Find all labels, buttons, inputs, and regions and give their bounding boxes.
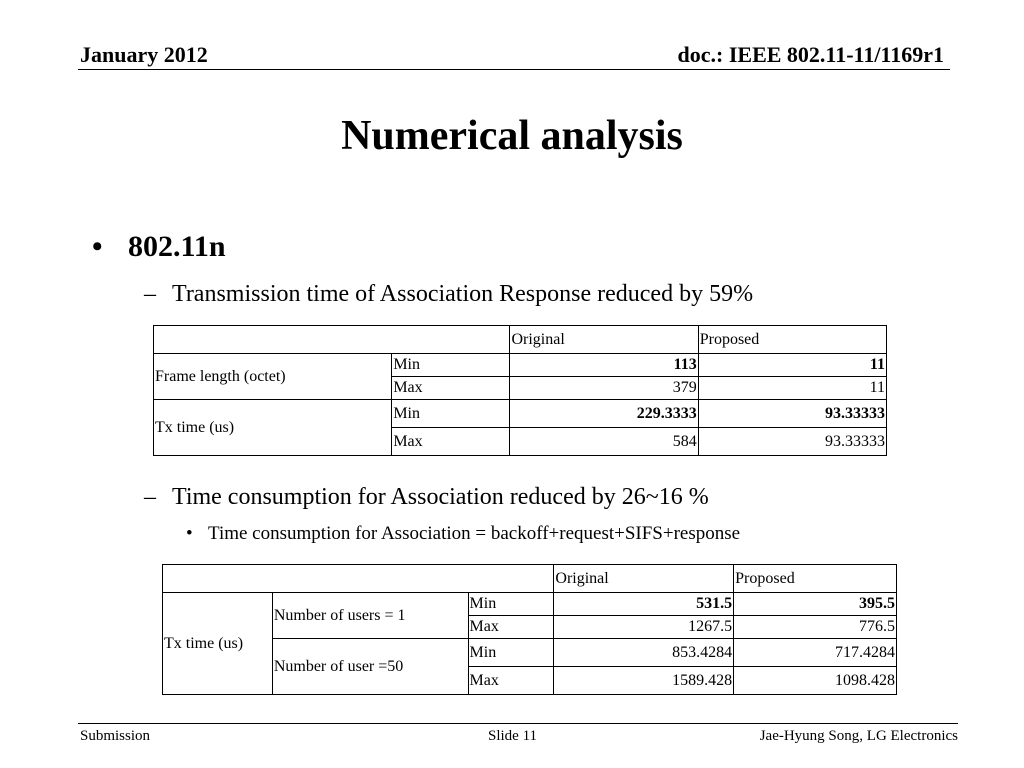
cell-original: 379 bbox=[510, 377, 698, 400]
row-subgroup-label: Number of users = 1 bbox=[272, 593, 468, 639]
sub-bullet-time-consumption bbox=[144, 484, 709, 511]
header-empty-cell bbox=[154, 326, 510, 354]
row-label: Max bbox=[392, 428, 510, 456]
row-group-label: Frame length (octet) bbox=[154, 354, 392, 400]
dash-marker: – bbox=[144, 281, 156, 307]
slide-title: Numerical analysis bbox=[341, 113, 683, 159]
sub-bullet-transmission-time bbox=[144, 281, 753, 308]
tx-time-users-table bbox=[162, 564, 897, 695]
cell-proposed: 1098.428 bbox=[734, 667, 897, 695]
footer-rule bbox=[78, 723, 958, 724]
header-rule bbox=[78, 69, 950, 70]
formula-text: Time consumption for Association = backoff+request+SIFS+response bbox=[208, 523, 741, 544]
row-label: Max bbox=[468, 616, 554, 639]
bullet-marker: • bbox=[92, 230, 103, 263]
sub-bullet-text: Time consumption for Association reduced by 26~16 % bbox=[172, 484, 709, 510]
sub-sub-bullet-formula bbox=[186, 523, 740, 545]
cell-original: 853.4284 bbox=[554, 639, 734, 667]
row-subgroup-label: Number of user =50 bbox=[272, 639, 468, 695]
table-row bbox=[154, 400, 887, 428]
footer-submission: Submission bbox=[80, 728, 151, 744]
row-label: Max bbox=[468, 667, 554, 695]
table-header-row bbox=[163, 565, 897, 593]
table-header-row bbox=[154, 326, 887, 354]
header-doc-id: doc.: IEEE 802.11-11/1169r1 bbox=[677, 42, 944, 67]
footer-author: Jae-Hyung Song, LG Electronics bbox=[759, 728, 958, 744]
cell-proposed: 776.5 bbox=[734, 616, 897, 639]
header-original: Original bbox=[510, 326, 698, 354]
cell-proposed: 93.33333 bbox=[698, 428, 886, 456]
header-proposed: Proposed bbox=[734, 565, 897, 593]
header-date: January 2012 bbox=[80, 42, 208, 67]
frame-length-tx-time-table bbox=[153, 325, 887, 456]
cell-proposed: 11 bbox=[698, 354, 886, 377]
header-original: Original bbox=[554, 565, 734, 593]
row-group-label: Tx time (us) bbox=[154, 400, 392, 456]
cell-original: 1267.5 bbox=[554, 616, 734, 639]
cell-proposed: 717.4284 bbox=[734, 639, 897, 667]
header-empty-cell bbox=[163, 565, 554, 593]
cell-original: 229.3333 bbox=[510, 400, 698, 428]
bullet-802-11n bbox=[92, 230, 226, 264]
table-row bbox=[154, 354, 887, 377]
cell-original: 531.5 bbox=[554, 593, 734, 616]
cell-original: 584 bbox=[510, 428, 698, 456]
row-label: Max bbox=[392, 377, 510, 400]
bullet-marker: • bbox=[186, 523, 193, 544]
row-label: Min bbox=[392, 400, 510, 428]
table-row bbox=[163, 639, 897, 667]
sub-bullet-text: Transmission time of Association Response reduced by 59% bbox=[172, 281, 754, 307]
header-proposed: Proposed bbox=[698, 326, 886, 354]
cell-proposed: 395.5 bbox=[734, 593, 897, 616]
table-row bbox=[163, 593, 897, 616]
cell-original: 113 bbox=[510, 354, 698, 377]
dash-marker: – bbox=[144, 484, 156, 510]
row-label: Min bbox=[468, 639, 554, 667]
row-label: Min bbox=[392, 354, 510, 377]
cell-proposed: 11 bbox=[698, 377, 886, 400]
bullet-text: 802.11n bbox=[128, 230, 226, 263]
row-label: Min bbox=[468, 593, 554, 616]
row-group-label: Tx time (us) bbox=[163, 593, 273, 695]
cell-proposed: 93.33333 bbox=[698, 400, 886, 428]
footer-slide-number: Slide 11 bbox=[488, 728, 538, 744]
cell-original: 1589.428 bbox=[554, 667, 734, 695]
